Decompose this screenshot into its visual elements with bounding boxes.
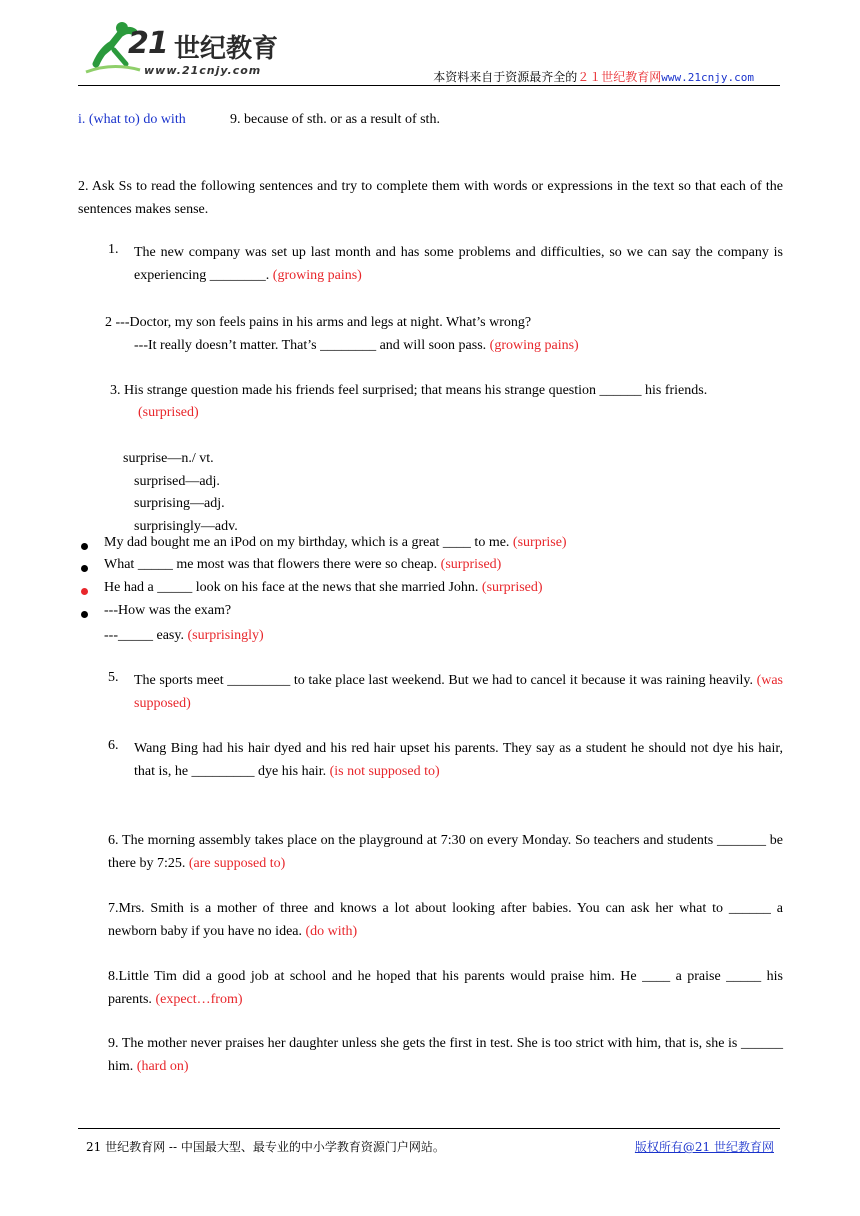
answer: (hard on) <box>136 1058 189 1074</box>
answer: (is not supposed to) <box>329 763 440 779</box>
item-text: 7.Mrs. Smith is a mother of three and knows a lot about looking after babies. You can ask her what to ______ a newborn baby if you have no idea. <box>108 901 783 939</box>
footer-divider <box>78 1128 780 1129</box>
exercise-item <box>134 670 783 715</box>
exercise-item <box>108 966 783 1011</box>
word-form: surprisingly—adv. <box>134 518 238 534</box>
answer: (do with) <box>305 923 358 939</box>
item-text: The sports meet _________ to take place last weekend. But we had to cancel it because it was raining heavily. <box>134 673 757 688</box>
answer: (surprisingly) <box>187 628 264 643</box>
answer: (are supposed to) <box>188 855 286 871</box>
item-number: 1. <box>108 242 119 257</box>
bullet-icon <box>81 565 88 572</box>
item-text: ---It really doesn’t matter. That’s ________ and will soon pass. <box>134 338 490 353</box>
header-note <box>433 68 754 85</box>
item-text: 8.Little Tim did a good job at school and he hoped that his parents would praise him. He ____ a praise _____ his parents. <box>108 969 783 1007</box>
bullet-icon <box>81 588 88 595</box>
bullet-item <box>104 557 501 573</box>
item-text: Wang Bing had his hair dyed and his red hair upset his parents. They say as a student he should not dye his hair, that is, he _________ dye his hair. <box>134 741 783 779</box>
header-divider <box>78 85 780 86</box>
header-note-brand: ２１世纪教育网 <box>577 70 662 84</box>
exercise-item <box>134 242 783 287</box>
item-text: 6. The morning assembly takes place on the playground at 7:30 on every Monday. So teachers and students _______ be there by 7:25. <box>108 833 783 871</box>
exercise-item <box>108 1033 783 1078</box>
footer-copyright-link[interactable]: 版权所有@21 世纪教育网 <box>634 1140 774 1154</box>
footer-text: 21 世纪教育网 -- 中国最大型、最专业的中小学教育资源门户网站。 <box>86 1140 445 1154</box>
item-text: ---How was the exam? <box>104 603 232 618</box>
top-row-left: i. (what to) do with <box>78 112 186 127</box>
answer: (expect…from) <box>155 991 243 1007</box>
intro-paragraph: 2. Ask Ss to read the following sentences and try to complete them with words or expressions in the text so that each of the sentences makes sense. <box>78 179 783 217</box>
item-number: 5. <box>108 670 119 685</box>
answer: (surprise) <box>512 535 567 550</box>
item-text: 3. His strange question made his friends feel surprised; that means his strange question ______ his friends. <box>110 383 708 398</box>
site-logo <box>82 20 292 82</box>
answer: (growing pains) <box>489 338 579 353</box>
bullet-icon <box>81 543 88 550</box>
exercise-item <box>108 898 783 943</box>
bullet-icon <box>81 611 88 618</box>
exercise-item-line2 <box>134 335 784 358</box>
logo-url: www.21cnjy.com <box>144 64 262 77</box>
word-form: surprising—adj. <box>134 496 225 511</box>
header-note-url[interactable]: www.21cnjy.com <box>661 71 754 84</box>
answer: (growing pains) <box>272 267 362 283</box>
word-form: surprised—adj. <box>134 473 220 489</box>
bullet-item <box>104 580 543 596</box>
item-text: 9. The mother never praises her daughter unless she gets the first in test. She is too strict with him, that is, she is ______ him. <box>108 1036 783 1074</box>
item-text: The new company was set up last month and has some problems and difficulties, so we can say the company is experiencing ________. <box>134 245 783 283</box>
item-text: He had a _____ look on his face at the news that she married John. <box>104 580 482 595</box>
exercise-item <box>134 738 783 783</box>
item-text: ---_____ easy. <box>104 628 188 643</box>
exercise-item <box>108 830 783 875</box>
bullet-followup <box>104 628 264 644</box>
bullet-item <box>104 535 567 551</box>
answer: (surprised) <box>440 557 502 572</box>
word-form: surprise—n./ vt. <box>123 451 214 466</box>
item-number: 6. <box>108 738 119 753</box>
bullet-item <box>104 603 231 619</box>
exercise-item: 2 ---Doctor, my son feels pains in his arms and legs at night. What’s wrong? <box>105 315 532 330</box>
logo-number: 21 <box>128 26 168 61</box>
top-row-right: 9. because of sth. or as a result of sth. <box>230 112 440 127</box>
answer: (surprised) <box>481 580 543 595</box>
answer: (was supposed) <box>134 673 783 711</box>
item-text: What _____ me most was that flowers there were so cheap. <box>104 557 441 572</box>
exercise-item <box>110 380 783 403</box>
item-text: My dad bought me an iPod on my birthday, which is a great ____ to me. <box>104 535 513 550</box>
logo-title: 世纪教育 <box>174 34 279 64</box>
word-forms <box>123 448 238 538</box>
header-note-prefix: 本资料来自于资源最齐全的 <box>433 70 578 84</box>
answer: (surprised) <box>138 405 199 420</box>
